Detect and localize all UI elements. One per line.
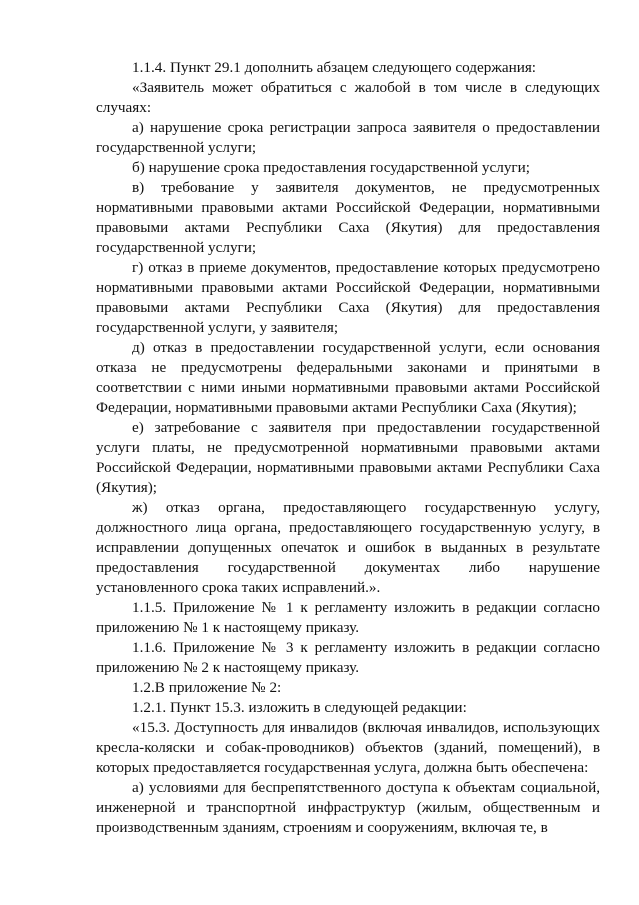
paragraph-item-g: г) отказ в приеме документов, предоставление которых предусмотрено нормативными правовыми актами Российской Федерации, нормативными правовыми актами Республики Саха (Якутия) для предоставления государственной услуги, у заявителя;: [96, 259, 600, 336]
document-body: [96, 58, 600, 838]
paragraph-item-d: д) отказ в предоставлении государственной услуги, если основания отказа не предусмотрены федеральными законами и принятыми в соответствии с ними иными нормативными правовыми актами Российской Федерации, нормативными правовыми актами Республики Саха (Якутия);: [96, 339, 600, 416]
paragraph-15-3-item-a: а) условиями для беспрепятственного доступа к объектам социальной, инженерной и транспортной инфраструктур (жилым, общественным и производственным зданиям, строениям и сооружениям, включая те, в: [96, 779, 600, 836]
paragraph-1-1-6: 1.1.6. Приложение № 3 к регламенту изложить в редакции согласно приложению № 2 к настоящему приказу.: [96, 639, 600, 676]
paragraph-complaint-intro: «Заявитель может обратиться с жалобой в том числе в следующих случаях:: [96, 79, 600, 116]
paragraph-item-v: в) требование у заявителя документов, не предусмотренных нормативными правовыми актами Российской Федерации, нормативными правовыми актами Республики Саха (Якутия) для предоставления государственной услуги;: [96, 179, 600, 256]
paragraph-1-1-5: 1.1.5. Приложение № 1 к регламенту изложить в редакции согласно приложению № 1 к настоящему приказу.: [96, 599, 600, 636]
paragraph-item-e: е) затребование с заявителя при предоставлении государственной услуги платы, не предусмотренной нормативными правовыми актами Российской Федерации, нормативными правовыми актами Республики Саха (Якутия);: [96, 419, 600, 496]
paragraph-15-3: «15.3. Доступность для инвалидов (включая инвалидов, использующих кресла-коляски и собак-проводников) объектов (зданий, помещений), в которых предоставляется государственная услуга, должна быть обеспечена:: [96, 719, 600, 776]
paragraph-item-zh: ж) отказ органа, предоставляющего государственную услугу, должностного лица органа, предоставляющего государственную услугу, в исправлении допущенных опечаток и ошибок в выданных в результате предоставления государственной документах либо нарушение установленного срока таких исправлений.».: [96, 499, 600, 596]
paragraph-1-1-4: 1.1.4. Пункт 29.1 дополнить абзацем следующего содержания:: [132, 59, 537, 76]
paragraph-item-b: б) нарушение срока предоставления государственной услуги;: [132, 159, 530, 176]
paragraph-1-2-1: 1.2.1. Пункт 15.3. изложить в следующей редакции:: [132, 699, 467, 716]
paragraph-item-a: а) нарушение срока регистрации запроса заявителя о предоставлении государственной услуги;: [96, 119, 600, 156]
paragraph-1-2: 1.2.В приложение № 2:: [132, 679, 282, 696]
